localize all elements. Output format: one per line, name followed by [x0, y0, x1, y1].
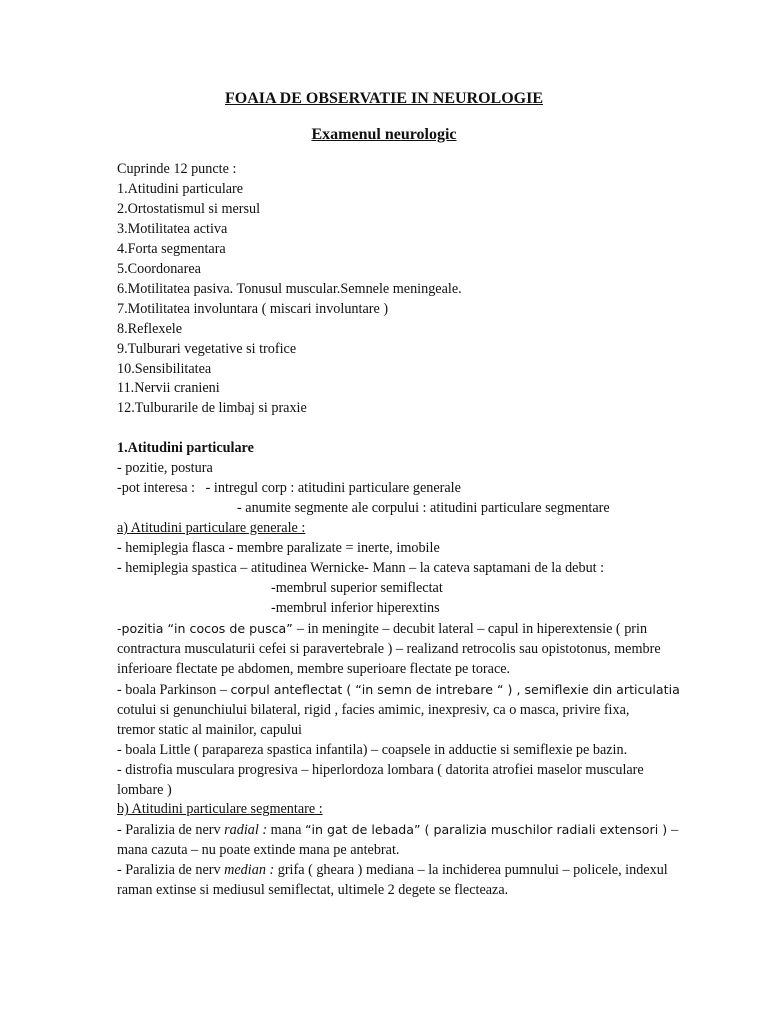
- text-fragment: “in gat de lebada” ( paralizia muschilor radiali extensori ): [304, 822, 672, 838]
- text-line: - hemiplegia flasca - membre paralizate = inerte, imobile: [117, 540, 440, 557]
- text-fragment: radial :: [224, 822, 268, 839]
- subsection-heading: b) Atitudini particulare segmentare :: [117, 801, 323, 818]
- text-fragment: - boala Parkinson –: [117, 681, 231, 698]
- point-item: 2.Ortostatismul si mersul: [117, 200, 261, 217]
- point-item: 11.Nervii cranieni: [117, 380, 220, 397]
- point-item: 6.Motilitatea pasiva. Tonusul muscular.Semnele meningeale.: [117, 280, 462, 297]
- text-fragment: median :: [224, 862, 275, 879]
- text-line: -membrul superior semiflectat: [271, 580, 443, 596]
- point-item: 12.Tulburarile de limbaj si praxie: [117, 400, 307, 417]
- point-item: 8.Reflexele: [117, 320, 182, 337]
- point-item: 4.Forta segmentara: [117, 240, 226, 257]
- text-line: - anumite segmente ale corpului : atitudini particulare segmentare: [237, 500, 610, 517]
- text-line: [117, 861, 677, 881]
- point-item: 1.Atitudini particulare: [117, 180, 244, 197]
- text-fragment: - intregul corp : atitudini particulare generale: [205, 480, 461, 497]
- text-line: tremor static al mainilor, capului: [117, 721, 302, 738]
- text-line: [117, 619, 677, 640]
- text-fragment: “in cocos de pusca”: [163, 620, 297, 636]
- text-fragment: -pozitia: [117, 620, 164, 636]
- text-line: raman extinse si mediusul semiflectat, ultimele 2 degete se flecteaza.: [117, 882, 509, 899]
- text-line: -membrul inferior hiperextins: [271, 599, 440, 616]
- point-item: 9.Tulburari vegetative si trofice: [117, 340, 297, 357]
- text-line: - distrofia musculara progresiva – hiperlordoza lombara ( datorita atrofiei maselor musculare: [117, 761, 644, 778]
- text-fragment: -pot interesa :: [117, 480, 196, 497]
- text-line: [117, 820, 677, 841]
- text-line: [117, 680, 680, 701]
- text-line: inferioare flectate pe abdomen, membre superioare flectate pe torace.: [117, 660, 511, 677]
- subsection-heading: a) Atitudini particulare generale :: [117, 520, 306, 537]
- text-line: - hemiplegia spastica – atitudinea Wernicke- Mann – la cateva saptamani de la debut :: [117, 560, 605, 577]
- section-heading: 1.Atitudini particulare: [117, 440, 254, 457]
- text-fragment: – in meningite – decubit lateral – capul in hiperextensie ( prin: [296, 620, 648, 637]
- blank-line: [117, 419, 677, 439]
- text-fragment: - Paralizia de nerv: [117, 862, 225, 879]
- document-title: FOAIA DE OBSERVATIE IN NEUROLOGIE: [224, 90, 544, 107]
- intro-line: Cuprinde 12 puncte :: [117, 161, 237, 177]
- point-item: 10.Sensibilitatea: [117, 360, 212, 377]
- text-line: cotului si genunchiului bilateral, rigid , facies amimic, inexpresiv, ca o masca, privire fixa,: [117, 701, 630, 718]
- text-fragment: –: [671, 822, 679, 839]
- document-subtitle: Examenul neurologic: [311, 126, 457, 143]
- text-line: - boala Little ( parapareza spastica infantila) – coapsele in adductie si semiflexie pe bazin.: [117, 741, 628, 758]
- document-body: [117, 160, 680, 901]
- text-line: mana cazuta – nu poate extinde mana pe antebrat.: [117, 842, 400, 859]
- text-line: contractura musculaturii cefei si paravertebrale ) – realizand retrocolis sau opistotonus, membre: [117, 640, 661, 657]
- text-line: lombare ): [117, 781, 172, 798]
- point-item: 5.Coordonarea: [117, 260, 201, 277]
- text-fragment: grifa ( gheara ) mediana – la inchiderea pumnului – policele, indexul: [274, 862, 668, 879]
- point-item: 3.Motilitatea activa: [117, 220, 228, 237]
- text-line: [117, 479, 677, 499]
- point-item: 7.Motilitatea involuntara ( miscari involuntare ): [117, 300, 389, 317]
- text-fragment: mana: [267, 822, 305, 839]
- text-fragment: - Paralizia de nerv: [117, 822, 225, 839]
- text-line: - pozitie, postura: [117, 460, 213, 477]
- text-fragment: corpul anteflectat ( “in semn de intrebare “ ) , semiflexie din articulatia: [230, 681, 680, 697]
